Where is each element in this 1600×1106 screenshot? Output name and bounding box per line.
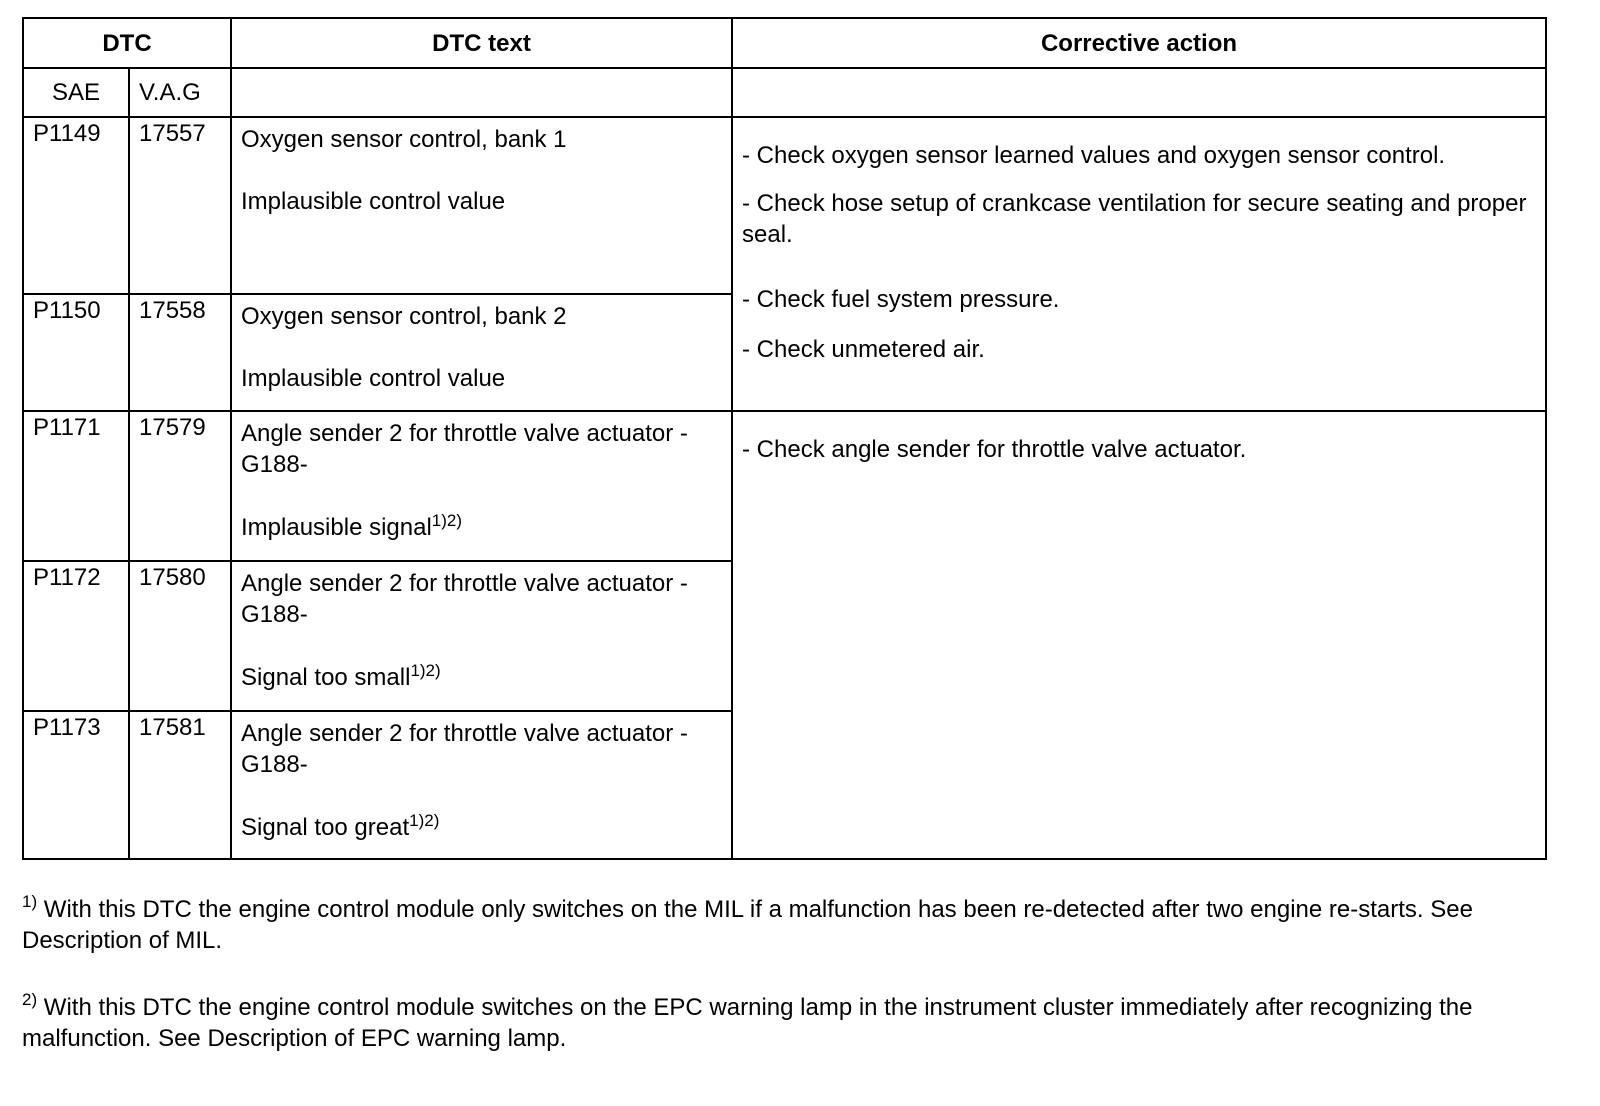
footnote-2 xyxy=(22,992,1522,1054)
corrective-action-cell xyxy=(732,411,1546,859)
footnote-ref: 1)2) xyxy=(409,811,440,830)
action-item: - Check fuel system pressure. xyxy=(742,286,1060,313)
dtc-subtext: Implausible control value xyxy=(241,188,506,215)
dtc-text: Angle sender 2 for throttle valve actuator -G188- xyxy=(241,570,688,628)
dtc-text: Angle sender 2 for throttle valve actuator -G188- xyxy=(241,720,688,778)
vag-code: 17579 xyxy=(129,411,231,561)
vag-code: 17557 xyxy=(129,117,231,294)
vag-code: 17558 xyxy=(129,294,231,411)
dtc-text: Oxygen sensor control, bank 1 xyxy=(241,126,567,153)
dtc-text: Angle sender 2 for throttle valve actuator -G188- xyxy=(241,420,688,478)
dtc-text-cell xyxy=(231,411,732,561)
header-sae: SAE xyxy=(23,68,129,117)
table-row xyxy=(23,411,1546,561)
vag-code: 17581 xyxy=(129,711,231,859)
dtc-text-cell xyxy=(231,711,732,859)
header-row xyxy=(23,18,1546,68)
dtc-text-cell xyxy=(231,294,732,411)
sae-code: P1171 xyxy=(23,411,129,561)
footnote-text: With this DTC the engine control module switches on the EPC warning lamp in the instrument cluster immediately after recognizing the malfunction. See Description of EPC warning lamp. xyxy=(22,994,1473,1052)
footnote-mark: 2) xyxy=(22,990,38,1009)
subheader-empty xyxy=(732,68,1546,117)
header-corrective-action: Corrective action xyxy=(732,18,1546,68)
subheader-row xyxy=(23,68,1546,117)
table-row xyxy=(23,117,1546,294)
dtc-text: Oxygen sensor control, bank 2 xyxy=(241,303,567,330)
dtc-subtext: Implausible control value xyxy=(241,365,506,392)
action-item: - Check hose setup of crankcase ventilation for secure seating and proper seal. xyxy=(742,190,1527,248)
action-item: - Check unmetered air. xyxy=(742,336,985,363)
footnote-1 xyxy=(22,894,1522,956)
dtc-table xyxy=(22,17,1547,860)
dtc-text-cell xyxy=(231,117,732,294)
action-item: - Check angle sender for throttle valve actuator. xyxy=(742,436,1247,463)
sae-code: P1150 xyxy=(23,294,129,411)
sae-code: P1172 xyxy=(23,561,129,711)
dtc-subtext: Implausible signal$^{1)2)}$ xyxy=(241,511,463,541)
dtc-subtext: Signal too great$^{1)2)}$ xyxy=(241,811,440,841)
dtc-subtext: Signal too small$^{1)2)}$ xyxy=(241,661,441,691)
vag-code: 17580 xyxy=(129,561,231,711)
footnote-ref: 1)2) xyxy=(431,511,463,530)
header-dtc: DTC xyxy=(23,18,231,68)
sae-code: P1173 xyxy=(23,711,129,859)
corrective-action-cell xyxy=(732,117,1546,411)
sae-code: P1149 xyxy=(23,117,129,294)
dtc-text-cell xyxy=(231,561,732,711)
subheader-empty xyxy=(231,68,732,117)
header-dtc-text: DTC text xyxy=(231,18,732,68)
footnote-ref: 1)2) xyxy=(410,661,441,680)
header-vag: V.A.G xyxy=(129,68,231,117)
action-item: - Check oxygen sensor learned values and oxygen sensor control. xyxy=(742,142,1446,169)
footnote-mark: 1) xyxy=(22,892,38,911)
footnote-text: With this DTC the engine control module only switches on the MIL if a malfunction has been re-detected after two engine re-starts. See Description of MIL. xyxy=(22,896,1473,954)
